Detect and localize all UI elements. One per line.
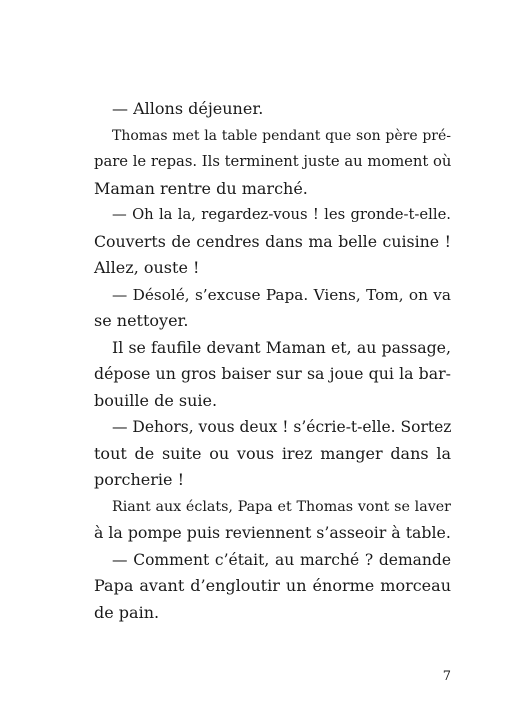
text-line: de pain.	[94, 602, 160, 622]
paragraph-2	[94, 123, 451, 203]
body-text	[94, 96, 451, 626]
text-line: — Oh la la, regardez-vous ! les gronde-t-elle.	[112, 206, 451, 223]
paragraph-3	[94, 202, 451, 282]
paragraph-1	[94, 96, 451, 123]
text-line: — Dehors, vous deux ! s’écrie-t-elle. Sortez	[112, 418, 452, 436]
text-line: Allez, ouste !	[94, 258, 200, 277]
text-line: Il se faufile devant Maman et, au passage,	[112, 337, 451, 357]
text-line: — Désolé, s’excuse Papa. Viens, Tom, on va	[112, 285, 451, 304]
text-line: se nettoyer.	[94, 311, 189, 330]
paragraph-6	[94, 414, 451, 494]
text-line: Riant aux éclats, Papa et Thomas vont se laver	[112, 498, 451, 515]
text-line: à la pompe puis reviennent s’asseoir à table.	[94, 523, 451, 542]
text-line: — Allons déjeuner.	[112, 99, 264, 118]
paragraph-5	[94, 335, 451, 415]
text-line: pare le repas. Ils terminent juste au moment où	[94, 153, 452, 170]
text-line: — Comment c’était, au marché ? demande	[112, 550, 451, 569]
text-line: tout de suite ou vous irez manger dans la	[94, 443, 451, 463]
text-line: dépose un gros baiser sur sa joue qui la bar-	[94, 364, 451, 383]
text-line: Papa avant d’engloutir un énorme morceau	[94, 576, 451, 595]
paragraph-8	[94, 547, 451, 627]
text-line: porcherie !	[94, 470, 185, 489]
paragraph-7	[94, 494, 451, 547]
page-number: 7	[442, 669, 451, 684]
paragraph-4	[94, 282, 451, 335]
text-line: bouille de suie.	[94, 390, 218, 410]
text-line: Thomas met la table pendant que son père pré-	[112, 127, 451, 144]
text-line: Couverts de cendres dans ma belle cuisine !	[94, 231, 451, 251]
text-line: Maman rentre du marché.	[94, 178, 308, 198]
